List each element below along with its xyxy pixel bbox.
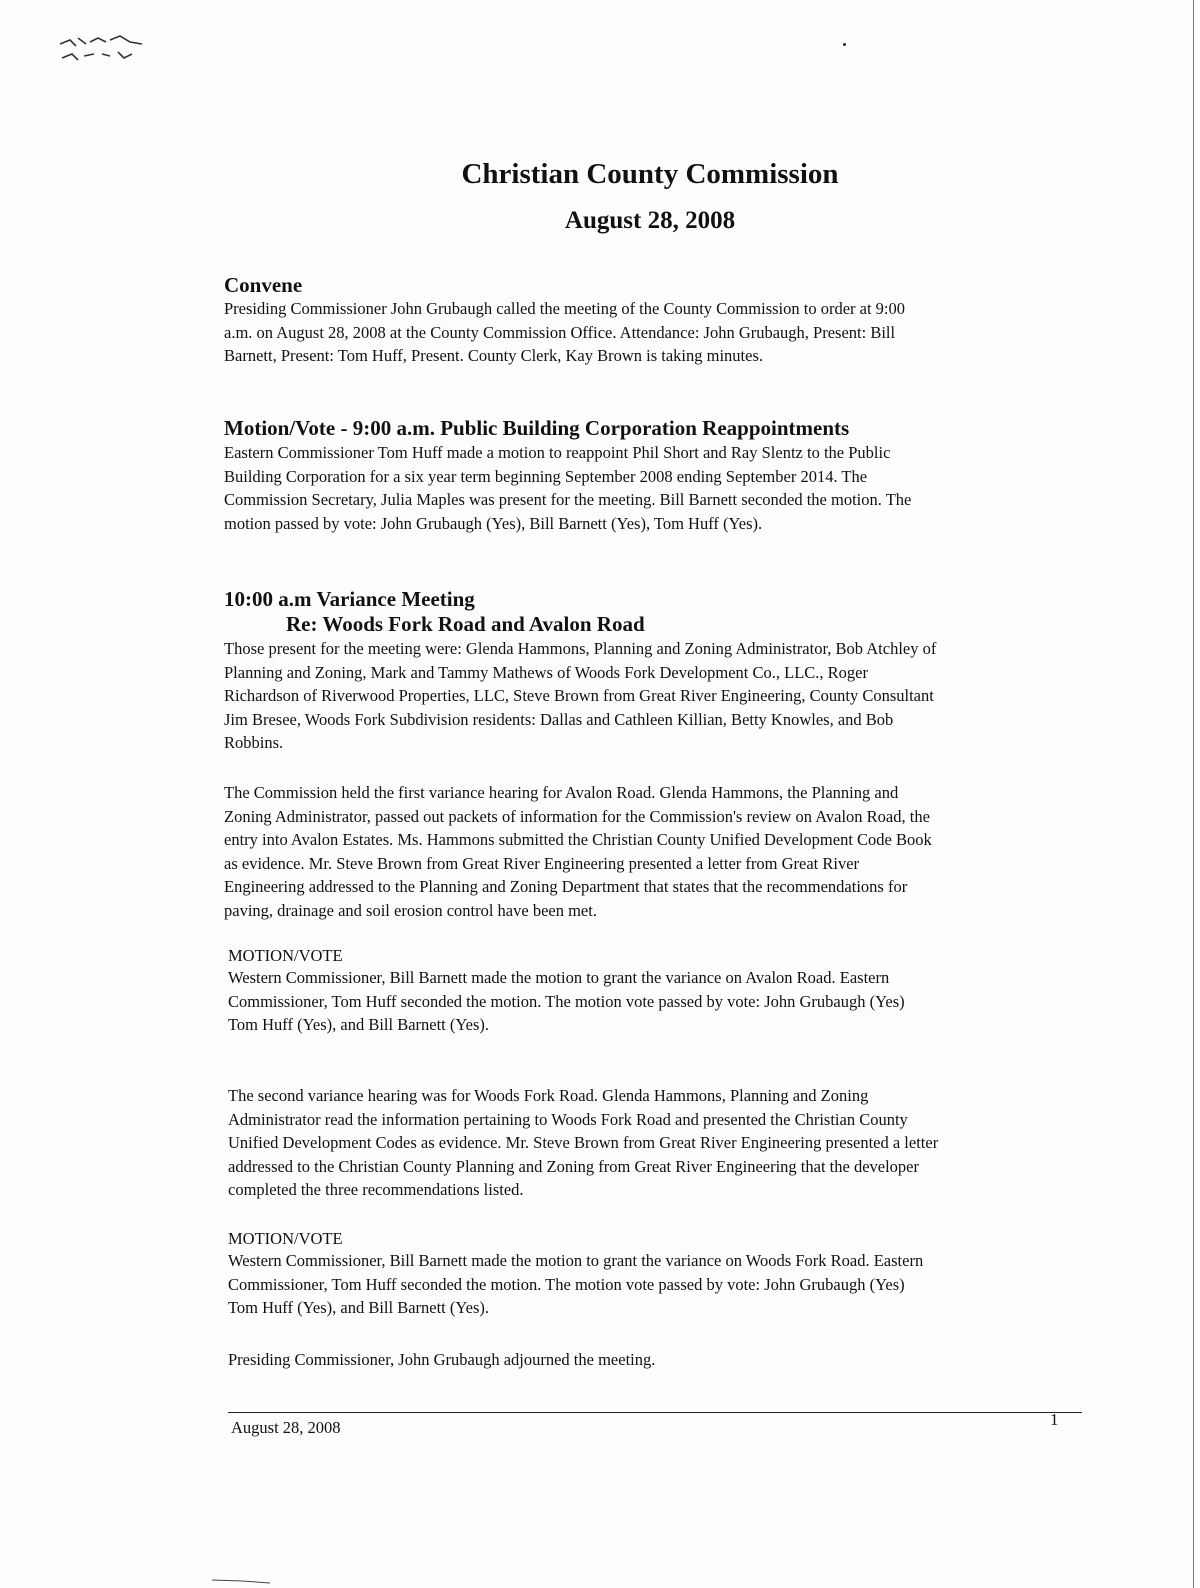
convene-paragraph	[224, 297, 1064, 368]
text-line: Unified Development Codes as evidence. Mr. Steve Brown from Great River Engineering presented a letter	[228, 1133, 939, 1152]
text-line: Building Corporation for a six year term beginning September 2008 ending September 2014. The	[224, 466, 868, 486]
text-line: Barnett, Present: Tom Huff, Present. County Clerk, Kay Brown is taking minutes.	[224, 346, 764, 365]
text-line: Western Commissioner, Bill Barnett made the motion to grant the variance on Avalon Road. Eastern	[228, 968, 890, 987]
text-line: Administrator read the information pertaining to Woods Fork Road and presented the Christian County	[228, 1109, 908, 1129]
text-line: paving, drainage and soil erosion control have been met.	[224, 900, 597, 920]
text-line: Planning and Zoning, Mark and Tammy Mathews of Woods Fork Development Co., LLC., Roger	[224, 662, 868, 682]
text-line: Presiding Commissioner John Grubaugh called the meeting of the County Commission to order at 9:00	[224, 299, 906, 318]
motion-woods-fork-paragraph	[228, 1249, 1068, 1320]
text-line: Commissioner, Tom Huff seconded the motion. The motion vote passed by vote: John Grubaugh (Yes)	[228, 991, 905, 1011]
text-line: The second variance hearing was for Woods Fork Road. Glenda Hammons, Planning and Zoning	[228, 1086, 869, 1105]
page-edge	[1193, 0, 1194, 1588]
adjourn-text: Presiding Commissioner, John Grubaugh adjourned the meeting.	[228, 1350, 656, 1369]
text-line: Robbins.	[224, 733, 284, 752]
scan-dot	[843, 43, 846, 46]
avalon-paragraph	[224, 781, 1064, 922]
text-line: addressed to the Christian County Planning and Zoning from Great River Engineering that the developer	[228, 1156, 920, 1176]
woods-fork-paragraph	[228, 1084, 1068, 1202]
text-line: motion passed by vote: John Grubaugh (Yes), Bill Barnett (Yes), Tom Huff (Yes).	[224, 513, 763, 533]
text-line: a.m. on August 28, 2008 at the County Commission Office. Attendance: John Grubaugh, Present: Bill	[224, 322, 896, 342]
variance-subheading: Re: Woods Fork Road and Avalon Road	[286, 612, 645, 636]
page-number: 1	[1050, 1410, 1059, 1429]
text-line: Eastern Commissioner Tom Huff made a motion to reappoint Phil Short and Ray Slentz to the Public	[224, 443, 891, 462]
text-line: Western Commissioner, Bill Barnett made the motion to grant the variance on Woods Fork Road. Eastern	[228, 1251, 924, 1270]
text-line: Richardson of Riverwood Properties, LLC, Steve Brown from Great River Engineering, County Consultant	[224, 686, 934, 705]
text-line: Tom Huff (Yes), and Bill Barnett (Yes).	[228, 1015, 490, 1034]
footer-date: August 28, 2008	[231, 1418, 341, 1437]
convene-heading: Convene	[224, 273, 303, 297]
text-line: Jim Bresee, Woods Fork Subdivision residents: Dallas and Cathleen Killian, Betty Knowles, and Bob	[224, 709, 894, 729]
text-line: as evidence. Mr. Steve Brown from Great River Engineering presented a letter from Great River	[224, 853, 860, 873]
variance-heading: 10:00 a.m Variance Meeting	[224, 587, 475, 611]
scan-artifact-bottom	[212, 1578, 272, 1584]
text-line: Tom Huff (Yes), and Bill Barnett (Yes).	[228, 1298, 490, 1317]
text-line: The Commission held the first variance hearing for Avalon Road. Glenda Hammons, the Planning and	[224, 783, 899, 802]
text-line: entry into Avalon Estates. Ms. Hammons submitted the Christian County Unified Development Code Book	[224, 830, 932, 849]
text-line: Commissioner, Tom Huff seconded the motion. The motion vote passed by vote: John Grubaugh (Yes)	[228, 1274, 905, 1294]
pbc-paragraph	[224, 441, 1064, 535]
attendees-paragraph	[224, 637, 1064, 755]
text-line: Zoning Administrator, passed out packets of information for the Commission's review on Avalon Road, the	[224, 806, 930, 826]
text-line: Those present for the meeting were: Glenda Hammons, Planning and Zoning Administrator, Bob Atchley of	[224, 639, 937, 658]
text-line: completed the three recommendations listed.	[228, 1180, 524, 1199]
document-date: August 28, 2008	[564, 207, 736, 234]
text-line: Commission Secretary, Julia Maples was present for the meeting. Bill Barnett seconded the motion. The	[224, 490, 912, 509]
motion-avalon-paragraph	[228, 966, 1068, 1037]
text-line: Engineering addressed to the Planning and Zoning Department that states that the recommendations for	[224, 877, 908, 896]
pbc-heading: Motion/Vote - 9:00 a.m. Public Building Corporation Reappointments	[224, 416, 850, 440]
motion-vote-label: MOTION/VOTE	[228, 946, 343, 965]
motion-vote-label: MOTION/VOTE	[228, 1229, 343, 1248]
scan-artifact-mark	[58, 32, 148, 72]
footer-rule	[228, 1412, 1082, 1413]
document-title: Christian County Commission	[461, 158, 839, 190]
